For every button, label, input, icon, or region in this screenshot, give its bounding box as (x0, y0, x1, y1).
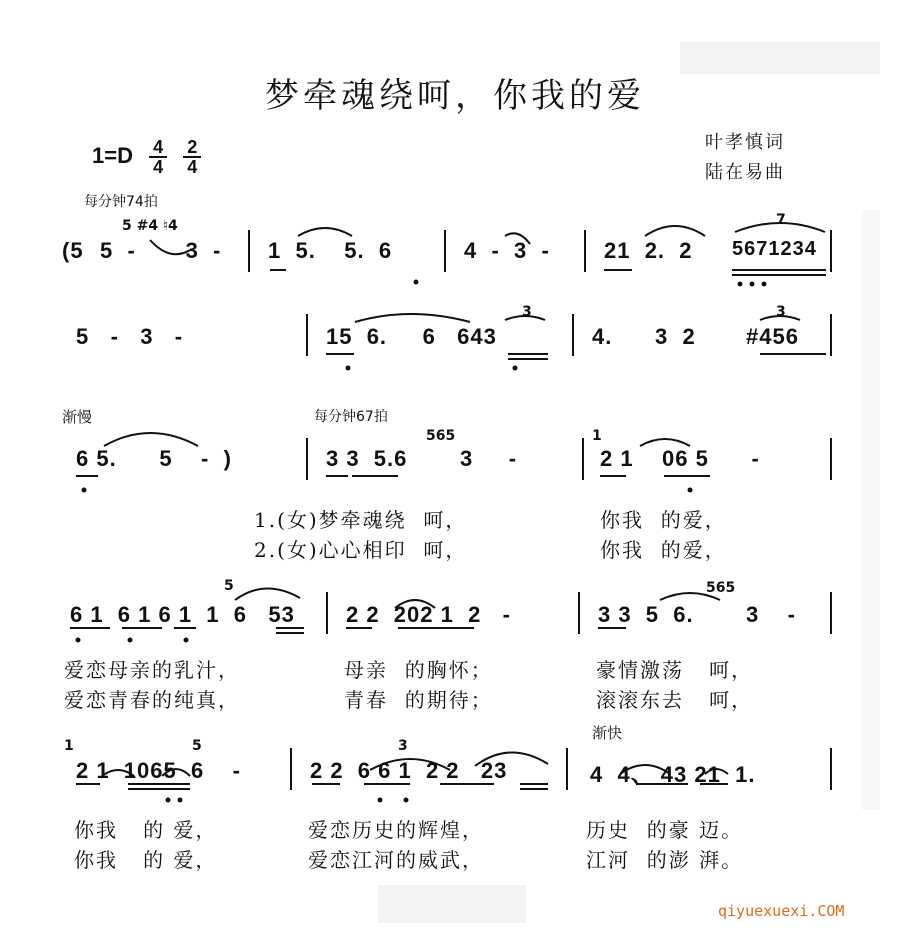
lyric-v2-line5c: 江河 的澎 湃。 (586, 848, 744, 872)
lyric-v1-line5a: 你我 的 爱， (74, 818, 218, 842)
slur (298, 228, 352, 236)
composer-credit: 陆在易曲 (705, 162, 785, 183)
site-watermark: qiyuexuexi.COM (718, 902, 845, 920)
slur (355, 314, 470, 322)
notes-line4-m3: 3 3 5 6. (598, 602, 694, 627)
lyric-v1-line3b: 你我 的爱， (600, 508, 727, 532)
barline (444, 230, 446, 272)
barline (566, 748, 568, 790)
notes-line1-m4: 21 2. 2 (604, 238, 693, 263)
lyric-v2-line3b: 你我 的爱， (600, 538, 727, 562)
lyric-v2-line4b: 青春 的期待； (344, 688, 493, 712)
lyricist-credit: 叶孝慎词 (705, 132, 785, 153)
time-signature-1: $\frac{4}{4}$ (149, 138, 167, 176)
grace-note: 565 (426, 428, 456, 444)
barline (290, 748, 292, 790)
notes-line3-m2b: 3 - (460, 446, 518, 471)
slur (640, 439, 690, 446)
barline (578, 592, 580, 634)
notes-line3-m2: 3 3 5.6 (326, 446, 408, 471)
notes-line1-m3: 4 - 3 - (464, 238, 550, 263)
lyric-v1-line3a: 1.(女)梦牵魂绕 呵， (254, 508, 468, 532)
barline (830, 748, 832, 790)
lyric-v2-line5a: 你我 的 爱， (74, 848, 218, 872)
tuplet-7: 7 (776, 212, 786, 228)
barline (572, 314, 574, 356)
lyric-v1-line4b: 母亲 的胸怀； (344, 658, 493, 682)
grace-note: 5 (192, 738, 202, 754)
barline (306, 314, 308, 356)
tuplet-3: 3 (522, 304, 532, 320)
notes-line5-m2: 2 2 6 6 1 2 2 23 (310, 758, 508, 783)
tuplet-3: 3 (398, 738, 408, 754)
time-signature-2: $\frac{2}{4}$ (183, 138, 201, 176)
notes-line5-m1: 2 1 1065 6 - (76, 758, 241, 783)
notes-line1-m2: 1 5. 5. 6 (268, 238, 393, 263)
notes-line2-m1: 5 - 3 - (76, 324, 184, 349)
barline (582, 438, 584, 480)
notes-line1-open: (5 (62, 238, 84, 263)
notes-line4-m1: 6 1 6 1 6 1 1 6 53 (70, 602, 295, 627)
slur (645, 226, 705, 236)
tempo-rit: 渐慢 (62, 408, 93, 426)
barline (248, 230, 250, 272)
notes-line4-m3b: 3 - (746, 602, 797, 627)
volta-number: 1 (592, 428, 602, 444)
grace-note: 565 (706, 580, 736, 596)
notes-line4-m2: 2 2 202 1 2 - (346, 602, 511, 627)
grace-note: 5 (224, 578, 234, 594)
barline (326, 592, 328, 634)
notes-line2-m3b: #456 (746, 324, 799, 349)
barline (830, 230, 832, 272)
grace-note: 5 #4 ♮4 (122, 218, 178, 234)
barline (830, 592, 832, 634)
lyric-v2-line4a: 爱恋青春的纯真， (64, 688, 240, 712)
barline (584, 230, 586, 272)
notes-line3-m1: 6 5. 5 - ) (76, 446, 232, 471)
notes-line5-m3: 4 4、 43 21 1. (590, 762, 756, 787)
tuplet-3: 3 (776, 304, 786, 320)
notes-line3-m3: 2 1 06 5 - (600, 446, 760, 471)
lyric-v1-line4a: 爱恋母亲的乳汁， (64, 658, 240, 682)
song-title: 梦牵魂绕呵，你我的爱 (265, 76, 645, 116)
volta-number: 1 (64, 738, 74, 754)
lyric-v2-line4c: 滚滚东去 呵， (596, 688, 754, 712)
notes-line1-m4b: 5671234 (732, 238, 817, 260)
lyric-v2-line5b: 爱恋江河的威武， (308, 848, 484, 872)
notes-line1-m1: 5 - 3 - (100, 238, 222, 263)
tempo-verse: 每分钟67拍 (314, 409, 388, 425)
tempo-accel: 渐快 (592, 724, 623, 742)
notes-line2-m2: 15 6. 6 643 (326, 324, 497, 349)
lyric-v1-line5b: 爱恋历史的辉煌， (308, 818, 484, 842)
lyric-v1-line5c: 历史 的豪 迈。 (586, 818, 744, 842)
lyric-v1-line4c: 豪情激荡 呵， (596, 658, 754, 682)
barline (830, 438, 832, 480)
slur (235, 588, 300, 600)
slur (104, 433, 198, 446)
tempo-intro: 每分钟74拍 (84, 194, 158, 210)
lyric-v2-line3a: 2.(女)心心相印 呵， (254, 538, 468, 562)
barline (830, 314, 832, 356)
barline (306, 438, 308, 480)
notes-line2-m3: 4. 3 2 (592, 324, 696, 349)
key-label: 1=D (92, 142, 133, 168)
